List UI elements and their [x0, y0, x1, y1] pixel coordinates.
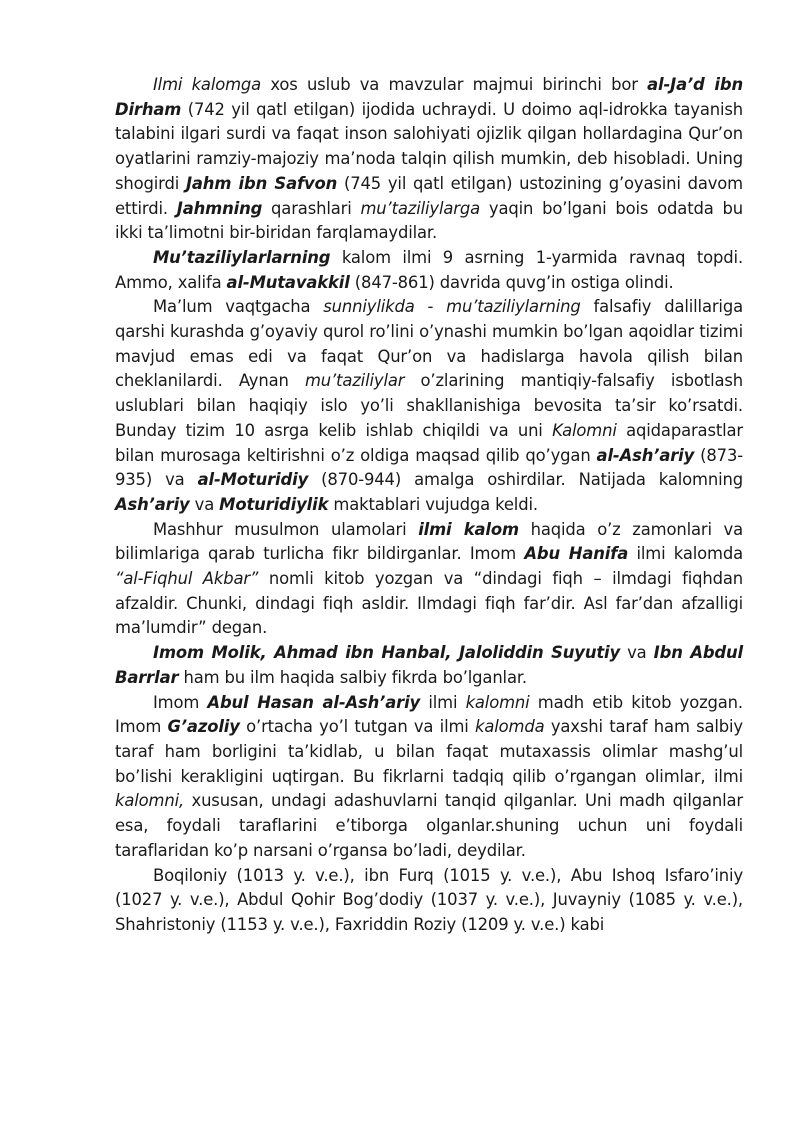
paragraph [115, 641, 743, 690]
paragraph [115, 864, 743, 938]
text-run: yaqin bo’lgani bois odatda bu ikki ta’limotni bir-biridan farqlamaydilar. [115, 198, 743, 243]
emphasis-italic: mu’taziliylar [304, 371, 405, 391]
text-run: o’zlarining mantiqiy-falsafiy isbotlash uslublari bilan haqiqiy islo yo’li shakllanishiga bevosita ta’sir ko’rsatdi. Bunday tizim 10 asrga kelib ishlab chiqildi va uni [115, 371, 744, 440]
text-run: Boqiloniy (1013 y. v.e.), ibn Furq (1015 y. v.e.), Abu Ishoq Isfaro’iniy (1027 y. v.e.), Abdul Qohir Bog’dodiy (1037 y. v.e.), Juvayniy (1085 y. v.e.), Shahristoniy (1153 y. v.e.), Faxriddin Roziy (1209 y. v.e.) kabi [115, 865, 743, 934]
paragraph [115, 73, 743, 246]
text-run: xos uslub va mavzular majmui birinchi bor [261, 75, 648, 94]
text-run: aqidaparastlar bilan murosaga keltirishni o’z oldiga maqsad qilib qo’ygan [115, 420, 743, 465]
emphasis-bold-italic: G’azoliy [167, 717, 240, 737]
emphasis-bold-italic: Imom Molik, Ahmad ibn Hanbal, Jaloliddin Suyutiy [153, 643, 621, 663]
emphasis-italic: “al-Fiqhul Akbar” [115, 569, 259, 589]
emphasis-bold-italic: al-Ja’d ibn Dirham [115, 75, 743, 119]
paragraph [115, 295, 743, 517]
emphasis-bold-italic: Abul Hasan al-Ash’ariy [207, 692, 421, 712]
emphasis-italic: Kalomni [552, 420, 617, 440]
text-run: maktablari vujudga keldi. [328, 494, 538, 514]
emphasis-bold-italic: al-Moturidiy [197, 470, 309, 490]
text-run: o’rtacha yo’l tutgan va ilmi [239, 717, 476, 737]
text-run: qarashlari [262, 198, 361, 218]
text-run: (873-935) va [115, 445, 744, 490]
text-run: ilmi [420, 692, 466, 712]
text-run: (847-861) davrida quvg’in ostiga olindi. [349, 272, 674, 292]
emphasis-bold-italic: Ash’ariy [115, 494, 190, 514]
text-run: Ma’lum vaqtgacha [153, 297, 324, 317]
text-run: yaxshi taraf ham salbiy taraf ham borligini ta’kidlab, u bilan faqat mutaxassis olimlar mashg’ul bo’lishi kerakligini uqtirgan. Bu fikrlarni tadqiq qilib o’rgangan olimlar, ilmi [115, 717, 743, 786]
emphasis-italic: kalomda [475, 717, 545, 737]
emphasis-bold-italic: Moturidiylik [219, 494, 329, 514]
text-run: Mashhur musulmon ulamolari [153, 519, 419, 539]
text-run: nomli kitob yozgan va “dindagi fiqh – ilmdagi fiqhdan afzaldir. Chunki, dindagi fiqh asldir. Ilmdagi fiqh far’dir. Asl far’dan afzalligi ma’lumdir” degan. [115, 569, 743, 638]
emphasis-italic: sunniylikda [323, 297, 415, 317]
text-run: ilmi kalomda [628, 544, 743, 564]
emphasis-bold-italic: Abu Hanifa [524, 544, 629, 564]
emphasis-italic: Ilmi kalomga [153, 75, 262, 94]
text-run: (742 yil qatl etilgan) ijodida uchraydi. U doimo aql-idrokka tayanish talabini ilgari surdi va faqat inson salohiyati ojizlik qilgan hollardagina Qur’on oyatlarini ramziy-majoziy ma’noda talqin qilish mumkin, deb hisobladi. Uning shogirdi [115, 99, 743, 193]
paragraph [115, 246, 743, 295]
emphasis-bold-italic: al-Mutavakkil [226, 272, 350, 292]
emphasis-bold-italic: al-Ash’ariy [596, 445, 695, 465]
text-run: kalom ilmi 9 asrning 1-yarmida ravnaq topdi. Ammo, xalifa [115, 247, 743, 292]
emphasis-bold-italic: Jahmning [176, 198, 263, 218]
document-page [115, 73, 743, 938]
text-run: Imom [153, 692, 208, 712]
text-run: haqida o’z zamonlari va bilimlariga qarab turlicha fikr bildirganlar. Imom [115, 519, 743, 564]
emphasis-italic: kalomni [465, 692, 530, 712]
emphasis-italic: mu’taziliylarning [446, 297, 581, 317]
emphasis-bold-italic: Jahm ibn Safvon [185, 173, 338, 193]
emphasis-bold-italic: ilmi kalom [418, 519, 519, 539]
emphasis-bold-italic: Ibn Abdul Barrlar [115, 643, 744, 687]
text-run: va [620, 643, 654, 663]
text-run: - [414, 297, 447, 317]
emphasis-italic: mu’taziliylarga [360, 198, 481, 218]
text-run: ham bu ilm haqida salbiy fikrda bo’lganlar. [178, 667, 527, 687]
text-run: (745 yil qatl etilgan) ustozining g’oyasini davom ettirdi. [115, 173, 744, 218]
text-run: xususan, undagi adashuvlarni tanqid qilganlar. Uni madh qilganlar esa, foydali taraflarini e’tiborga olganlar.shuning uchun uni foydali taraflaridan ko’p narsani o’rgansa bo’ladi, deydilar. [115, 791, 743, 860]
paragraph [115, 518, 743, 642]
emphasis-bold-italic: Mu’taziliylarlarning [153, 247, 331, 267]
text-run: va [189, 494, 220, 514]
emphasis-italic: kalomni, [115, 791, 185, 811]
text-run: (870-944) amalga oshirdilar. Natijada kalomning [308, 470, 743, 490]
text-run: madh etib kitob yozgan. Imom [115, 692, 743, 737]
paragraph [115, 691, 743, 864]
text-run: falsafiy dalillariga qarshi kurashda g’oyaviy qurol ro’lini o’ynashi mumkin bo’lgan aqoidlar tizimi mavjud emas edi va faqat Qur’on va hadislarga havola qilish bilan cheklanilardi. Aynan [115, 297, 743, 391]
